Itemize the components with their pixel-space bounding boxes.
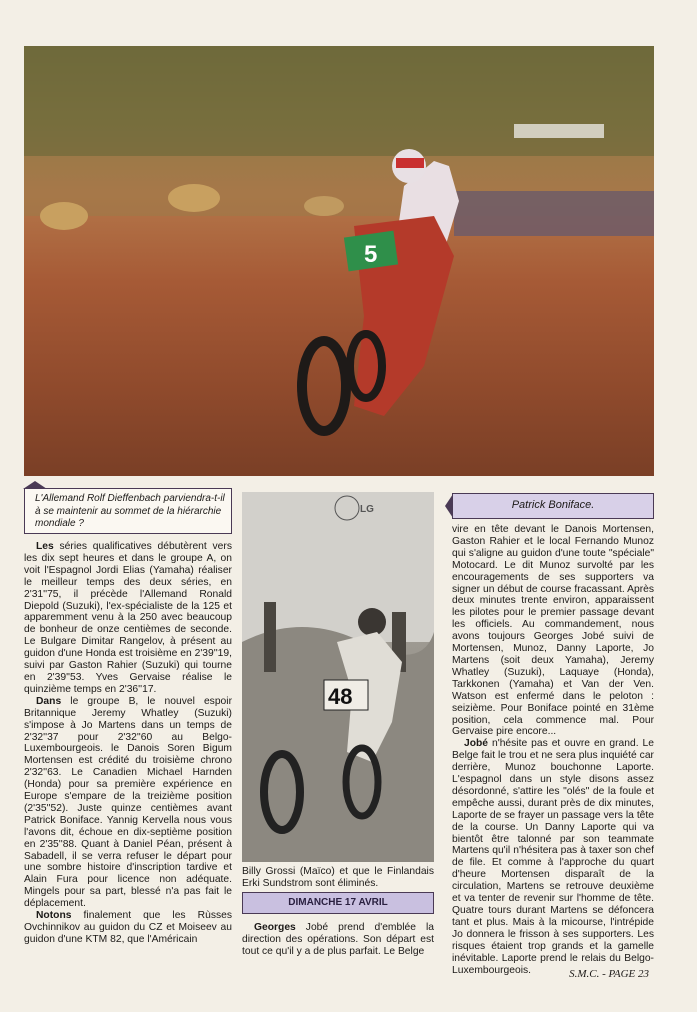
bw-photo xyxy=(242,492,434,862)
paragraph: Dans le groupe B, le nouvel espoir Britannique Jeremy Whatley (Suzuki) s'impose à Jo Martens dans un temps de 2'32''37 pour 2'32''60 au Belgo-Luxembourgeois. le Danois Soren Bigum Mortensen est crédité du troisième chrono 2'32''63. Le Canadien Michael Harnden (Honda) pour sa première expérience en Europe s'empare de la treizième position (2'35''52). Juste quinze centièmes avant Patrick Boniface. Yannig Kervella nous vous l'avons dit, échoue en dix-septième position en 2'35''88. Quant à Daniel Péan, présent à Sabadell, il se verra refuser le départ pour une sombre histoire d'inscription tardive et Alain Fura pour licence non adéquate. Mingels pour sa part, blessé n'a pas fait le déplacement. xyxy=(24,695,232,910)
paragraph: vire en tête devant le Danois Mortensen, Gaston Rahier et le local Fernando Munoz qui s'aligne au guidon d'une toute "spéciale" Motocard. Le dit Munoz survolté par les encouragements de ses supporters va signer un début de course fracassant. Après deux minutes trente environ, apparaissent les pilotes pour le premier passage devant les officiels. Au commandement, nous avons toujours Georges Jobé suivi de Mortensen, Munoz, Danny Laporte, Jo Martens (soit deux Yamaha), Jeremy Whatley (Suzuki), Laquaye (Honda), Tarkkonen (Yamaha) et Van der Ven. Watson est enfermé dans le peloton : seizième. Pour Boniface pointé en 31ème position, cela commence mal. Pour Gervaise pire encore... xyxy=(452,524,654,738)
article-column-left xyxy=(24,541,232,946)
photo-caption-right: Patrick Boniface. xyxy=(452,493,654,519)
date-header: DIMANCHE 17 AVRIL xyxy=(242,892,434,914)
article-column-middle-2 xyxy=(242,922,434,958)
paragraph: Jobé n'hésite pas et ouvre en grand. Le Belge fait le trou et ne sera plus inquiété car derrière, Munoz bouchonne Laporte. L'espagnol dans un style disons assez désordonné, s'attire les "olés" de la foule et empêche aussi, durant près de dix minutes, Laporte de se frayer un passage vers la tête de la course. Un Danny Laporte qui va bientôt être talonné par son teammate Martens qu'il n'hésitera pas à taxer son chef de file. Et comme à l'approche du quart d'heure Mortensen disparaît de la circulation, Martens se retrouve deuxième et va tenter de revenir sur l'homme de tête. Quatre tours durant Martens se défoncera tant et plus. Mais à la micourse, l'intrépide Jo donnera le frisson à ses supporters. Les risques étaient trop grands et la gamelle inévitable. Laporte prend le relais du Belgo-Luxembourgeois. xyxy=(452,738,654,976)
svg-text:5: 5 xyxy=(364,241,378,268)
svg-text:48: 48 xyxy=(328,684,353,709)
photo-caption-left: L'Allemand Rolf Dieffenbach parviendra-t-il à se maintenir au sommet de la hiérarchie mondiale ? xyxy=(24,488,232,534)
main-photo xyxy=(24,46,654,476)
watermark: LG xyxy=(360,504,374,515)
paragraph: Les séries qualificatives débutèrent vers les dix sept heures et dans le groupe A, on voit l'Espagnol Jordi Elias (Yamaha) réaliser le meilleur temps des deux séries, en 2'31''75, il précède l'Allemand Ronald Diepold (Suzuki), l'ex-spécialiste de la 125 et apparemment venu à la 250 avec beaucoup de bonheur de onze centièmes de seconde. Le Bulgare Dimitar Rangelov, à présent au guidon d'une Honda est troisième en 2'39''19, suivi par Gaston Rahier (Suzuki) qui tourne en 2'39''53. Yves Gervaise réalise le quinzième temps en 2'36''17. xyxy=(24,541,232,695)
paragraph: Billy Grossi (Maïco) et que le Finlandais Erki Sundstrom sont éliminés. xyxy=(242,866,434,889)
paragraph: Georges Jobé prend d'emblée la direction des opérations. Son départ est tout ce qu'il y a de plus parfait. Le Belge xyxy=(242,922,434,957)
article-column-right xyxy=(452,524,654,976)
paragraph: Notons finalement que les Rùsses Ovchinnikov au guidon du CZ et Moiseev au guidon d'une KTM 82, que l'Américain xyxy=(24,910,232,945)
page-footer: S.M.C. - PAGE 23 xyxy=(569,968,649,980)
article-column-middle xyxy=(242,866,434,890)
